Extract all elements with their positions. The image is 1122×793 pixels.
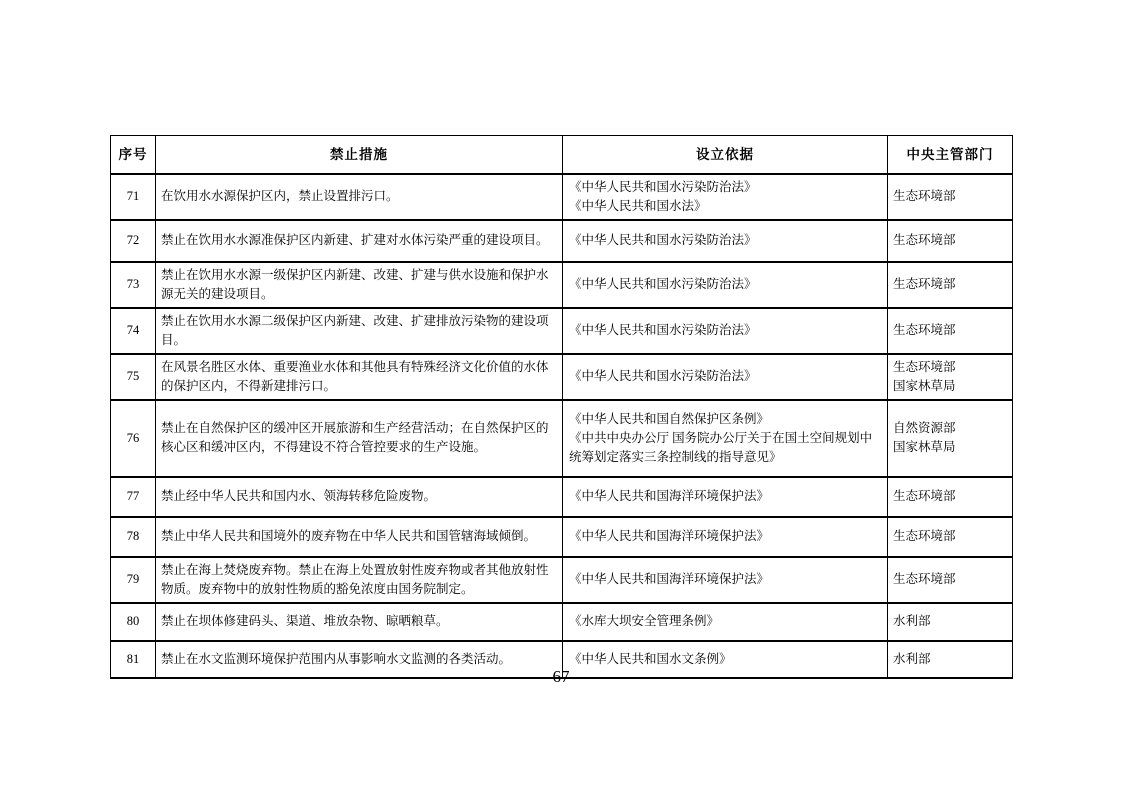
row-legal-basis (563, 262, 888, 308)
department-line: 生态环境部 (893, 189, 956, 203)
legal-basis-line: 《水库大坝安全管理条例》 (569, 614, 720, 628)
row-prohibited-measure: 在风景名胜区水体、重要渔业水体和其他具有特殊经济文化价值的水体的保护区内，不得新建排污口。 (156, 354, 563, 400)
row-central-department (888, 603, 1013, 641)
row-legal-basis (563, 308, 888, 354)
table-row (111, 517, 1013, 557)
legal-basis-line: 《中华人民共和国海洋环境保护法》 (569, 529, 770, 543)
row-central-department (888, 220, 1013, 262)
row-prohibited-measure: 禁止经中华人民共和国内水、领海转移危险废物。 (156, 477, 563, 517)
row-prohibited-measure: 禁止中华人民共和国境外的废弃物在中华人民共和国管辖海域倾倒。 (156, 517, 563, 557)
table-row (111, 262, 1013, 308)
department-line: 生态环境部 (893, 489, 956, 503)
row-central-department (888, 354, 1013, 400)
row-legal-basis (563, 477, 888, 517)
legal-basis-line: 《中华人民共和国水污染防治法》 (569, 233, 757, 247)
header-prohibited-measure: 禁止措施 (156, 136, 563, 174)
table-row (111, 308, 1013, 354)
row-legal-basis (563, 557, 888, 603)
row-serial-number: 79 (111, 557, 156, 603)
header-central-department: 中央主管部门 (888, 136, 1013, 174)
row-legal-basis (563, 517, 888, 557)
table-body (111, 174, 1013, 678)
department-line: 生态环境部 (893, 233, 956, 247)
department-line: 生态环境部 (893, 277, 956, 291)
department-line: 生态环境部 (893, 529, 956, 543)
legal-basis-line: 《中华人民共和国水污染防治法》 (569, 323, 757, 337)
row-serial-number: 80 (111, 603, 156, 641)
legal-basis-line: 《中共中央办公厅 国务院办公厅关于在国土空间规划中统筹划定落实三条控制线的指导意见》 (569, 430, 873, 464)
legal-basis-line: 《中华人民共和国水污染防治法》 (569, 277, 757, 291)
row-serial-number: 76 (111, 400, 156, 477)
row-serial-number: 74 (111, 308, 156, 354)
row-legal-basis (563, 603, 888, 641)
prohibited-measures-table (110, 135, 1013, 679)
department-line: 水利部 (893, 651, 931, 666)
row-serial-number: 75 (111, 354, 156, 400)
header-legal-basis: 设立依据 (563, 136, 888, 174)
department-line: 水利部 (893, 614, 931, 628)
header-serial-number: 序号 (111, 136, 156, 174)
row-serial-number: 72 (111, 220, 156, 262)
legal-basis-line: 《中华人民共和国海洋环境保护法》 (569, 489, 770, 503)
legal-basis-line: 《中华人民共和国水污染防治法》 (569, 369, 757, 383)
legal-basis-line: 《中华人民共和国自然保护区条例》 (569, 411, 770, 426)
table-row (111, 220, 1013, 262)
row-serial-number: 77 (111, 477, 156, 517)
table-row (111, 174, 1013, 220)
row-legal-basis (563, 400, 888, 477)
row-serial-number: 78 (111, 517, 156, 557)
table-row (111, 477, 1013, 517)
row-central-department (888, 308, 1013, 354)
row-central-department (888, 174, 1013, 220)
row-serial-number: 71 (111, 174, 156, 220)
row-serial-number: 81 (111, 641, 156, 678)
row-prohibited-measure: 禁止在饮用水水源二级保护区内新建、改建、扩建排放污染物的建设项目。 (156, 308, 563, 354)
row-prohibited-measure: 禁止在饮用水水源一级保护区内新建、改建、扩建与供水设施和保护水源无关的建设项目。 (156, 262, 563, 308)
row-legal-basis (563, 220, 888, 262)
row-central-department (888, 262, 1013, 308)
table-row (111, 603, 1013, 641)
department-line: 国家林草局 (893, 378, 956, 393)
row-central-department (888, 400, 1013, 477)
row-prohibited-measure: 在饮用水水源保护区内，禁止设置排污口。 (156, 174, 563, 220)
legal-basis-line: 《中华人民共和国水污染防治法》 (569, 179, 757, 194)
department-line: 自然资源部 (893, 421, 956, 435)
row-serial-number: 73 (111, 262, 156, 308)
row-prohibited-measure: 禁止在海上焚烧废弃物。禁止在海上处置放射性废弃物或者其他放射性物质。废弃物中的放射性物质的豁免浓度由国务院制定。 (156, 557, 563, 603)
department-line: 国家林草局 (893, 440, 956, 454)
row-prohibited-measure: 禁止在自然保护区的缓冲区开展旅游和生产经营活动；在自然保护区的核心区和缓冲区内，不得建设不符合管控要求的生产设施。 (156, 400, 563, 477)
page-number: 67 (552, 667, 570, 686)
row-central-department (888, 477, 1013, 517)
department-line: 生态环境部 (893, 359, 956, 374)
row-legal-basis (563, 174, 888, 220)
table-row (111, 354, 1013, 400)
row-central-department (888, 517, 1013, 557)
table-header-row (111, 136, 1013, 174)
department-line: 生态环境部 (893, 572, 956, 586)
row-prohibited-measure: 禁止在饮用水水源准保护区内新建、扩建对水体污染严重的建设项目。 (156, 220, 563, 262)
table-row (111, 400, 1013, 477)
row-central-department (888, 557, 1013, 603)
row-legal-basis (563, 354, 888, 400)
row-prohibited-measure: 禁止在水文监测环境保护范围内从事影响水文监测的各类活动。 (156, 641, 563, 678)
row-prohibited-measure: 禁止在坝体修建码头、渠道、堆放杂物、晾晒粮草。 (156, 603, 563, 641)
legal-basis-line: 《中华人民共和国水法》 (569, 198, 707, 213)
table-row (111, 557, 1013, 603)
department-line: 生态环境部 (893, 323, 956, 337)
legal-basis-line: 《中华人民共和国海洋环境保护法》 (569, 572, 770, 586)
legal-basis-line: 《中华人民共和国水文条例》 (569, 651, 732, 666)
